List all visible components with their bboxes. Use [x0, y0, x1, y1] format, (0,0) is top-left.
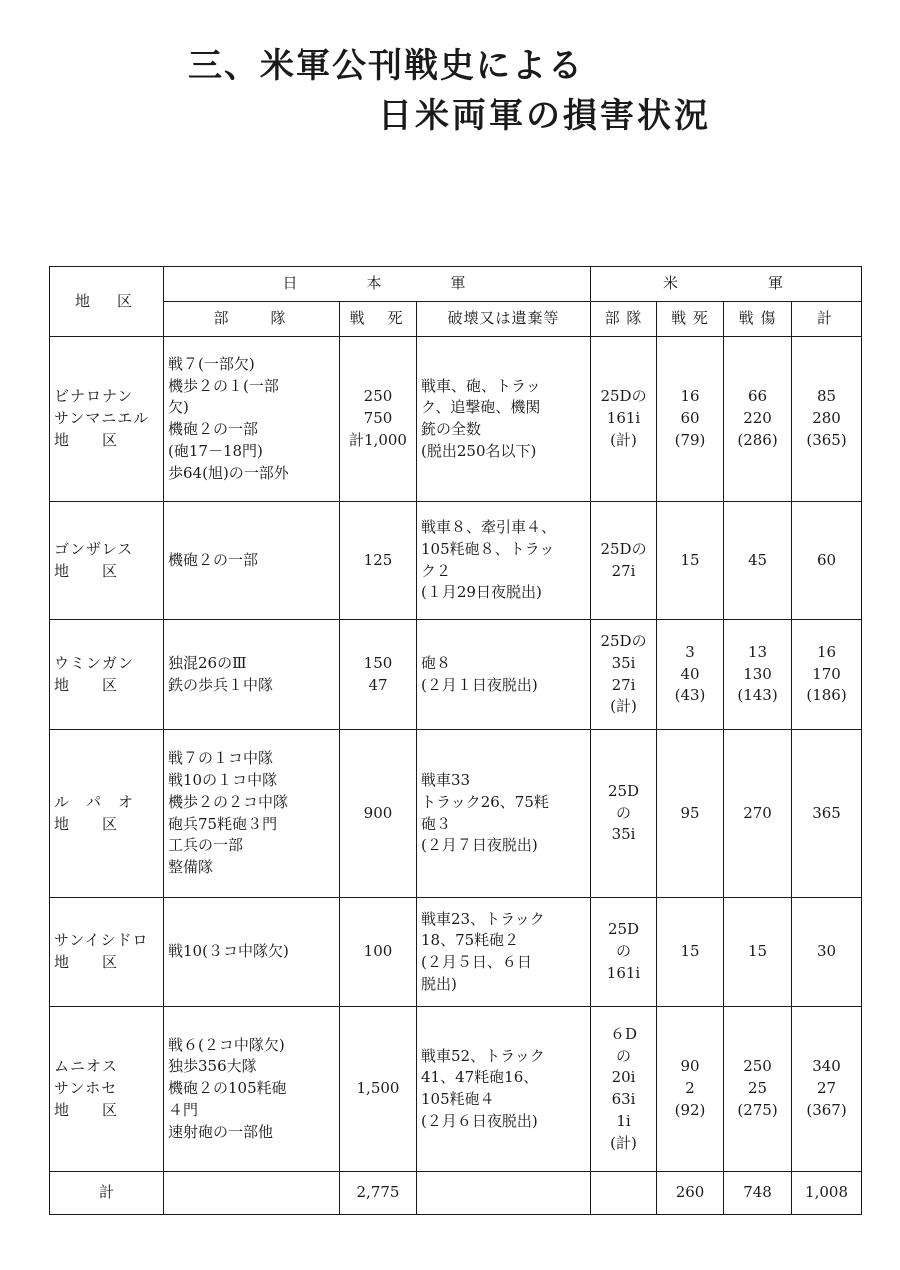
header-us-total: 計 [792, 302, 862, 337]
table-row [50, 620, 862, 730]
header-jp-destroyed: 破壊又は遺棄等 [417, 302, 591, 337]
cell-jp-destroyed: 戦車33 トラック26、75粍 砲３ (２月７日夜脱出) [417, 730, 591, 898]
header-area: 地 区 [50, 267, 164, 337]
cell-jp-destroyed: 戦車52、トラック 41、47粍砲16、 105粍砲４ (２月６日夜脱出) [417, 1007, 591, 1172]
cell-us-total: 30 [792, 898, 862, 1007]
cell-us-total: 16 170 (186) [792, 620, 862, 730]
header-us-unit: 部 隊 [591, 302, 657, 337]
cell-jp-killed: 125 [340, 502, 417, 620]
cell-jp-unit: 独混26のⅢ 鉄の歩兵１中隊 [164, 620, 340, 730]
cell-jp-destroyed: 戦車、砲、トラッ ク、追撃砲、機関 銃の全数 (脱出250名以下) [417, 337, 591, 502]
table-row [50, 730, 862, 898]
total-us-killed: 260 [657, 1172, 724, 1215]
cell-us-wounded: 250 25 (275) [724, 1007, 792, 1172]
cell-jp-killed: 100 [340, 898, 417, 1007]
total-label: 計 [50, 1172, 164, 1215]
cell-area: ル パ オ 地 区 [50, 730, 164, 898]
cell-jp-unit: 戦７(一部欠) 機歩２の１(一部 欠) 機砲２の一部 (砲17－18門) 歩64(旭)の一部外 [164, 337, 340, 502]
cell-us-total: 60 [792, 502, 862, 620]
total-row [50, 1172, 862, 1215]
cell-us-wounded: 270 [724, 730, 792, 898]
table-row [50, 1007, 862, 1172]
total-us-unit [591, 1172, 657, 1215]
cell-us-killed: 3 40 (43) [657, 620, 724, 730]
cell-us-unit: ６D の 20i 63i 1i (計) [591, 1007, 657, 1172]
total-us-wounded: 748 [724, 1172, 792, 1215]
header-row-columns [50, 302, 862, 337]
total-us-total: 1,008 [792, 1172, 862, 1215]
header-japan: 日 本 軍 [164, 267, 591, 302]
cell-area: ビナロナン サンマニエル 地 区 [50, 337, 164, 502]
cell-jp-killed: 150 47 [340, 620, 417, 730]
cell-us-wounded: 45 [724, 502, 792, 620]
cell-jp-killed: 250 750 計1,000 [340, 337, 417, 502]
cell-jp-destroyed: 戦車８、牽引車４、 105粍砲８、トラッ ク２ (１月29日夜脱出) [417, 502, 591, 620]
cell-us-wounded: 15 [724, 898, 792, 1007]
cell-area: サンイシドロ 地 区 [50, 898, 164, 1007]
cell-jp-destroyed: 戦車23、トラック 18、75粍砲２ (２月５日、６日 脱出) [417, 898, 591, 1007]
cell-area: ウミンガン 地 区 [50, 620, 164, 730]
cell-us-killed: 15 [657, 898, 724, 1007]
cell-us-total: 365 [792, 730, 862, 898]
cell-us-unit: 25D の 35i [591, 730, 657, 898]
title-line-2: 日米両軍の損害状況 [378, 96, 711, 136]
cell-jp-killed: 1,500 [340, 1007, 417, 1172]
cell-jp-killed: 900 [340, 730, 417, 898]
total-jp-killed: 2,775 [340, 1172, 417, 1215]
cell-us-wounded: 66 220 (286) [724, 337, 792, 502]
table-row [50, 502, 862, 620]
total-jp-destroyed [417, 1172, 591, 1215]
header-us-killed: 戦 死 [657, 302, 724, 337]
cell-us-killed: 16 60 (79) [657, 337, 724, 502]
cell-us-unit: 25Dの 161i (計) [591, 337, 657, 502]
cell-us-total: 85 280 (365) [792, 337, 862, 502]
cell-us-unit: 25Dの 35i 27i (計) [591, 620, 657, 730]
cell-jp-destroyed: 砲８ (２月１日夜脱出) [417, 620, 591, 730]
cell-jp-unit: 戦７の１コ中隊 戦10の１コ中隊 機歩２の２コ中隊 砲兵75粍砲３門 工兵の一部 整備隊 [164, 730, 340, 898]
cell-area: ゴンザレス 地 区 [50, 502, 164, 620]
cell-us-killed: 90 2 (92) [657, 1007, 724, 1172]
header-row-group [50, 267, 862, 302]
title-line-1: 三、米軍公刊戦史による [188, 46, 584, 86]
cell-us-killed: 95 [657, 730, 724, 898]
header-us: 米 軍 [591, 267, 862, 302]
cell-us-unit: 25D の 161i [591, 898, 657, 1007]
cell-area: ムニオス サンホセ 地 区 [50, 1007, 164, 1172]
header-jp-unit: 部 隊 [164, 302, 340, 337]
cell-jp-unit: 機砲２の一部 [164, 502, 340, 620]
cell-us-wounded: 13 130 (143) [724, 620, 792, 730]
cell-us-unit: 25Dの 27i [591, 502, 657, 620]
header-us-wounded: 戦 傷 [724, 302, 792, 337]
cell-us-killed: 15 [657, 502, 724, 620]
table-row [50, 898, 862, 1007]
header-jp-killed: 戦 死 [340, 302, 417, 337]
total-jp-unit [164, 1172, 340, 1215]
table-row [50, 337, 862, 502]
cell-jp-unit: 戦６(２コ中隊欠) 独歩356大隊 機砲２の105粍砲 ４門 速射砲の一部他 [164, 1007, 340, 1172]
damage-table [49, 266, 862, 1215]
cell-us-total: 340 27 (367) [792, 1007, 862, 1172]
cell-jp-unit: 戦10(３コ中隊欠) [164, 898, 340, 1007]
